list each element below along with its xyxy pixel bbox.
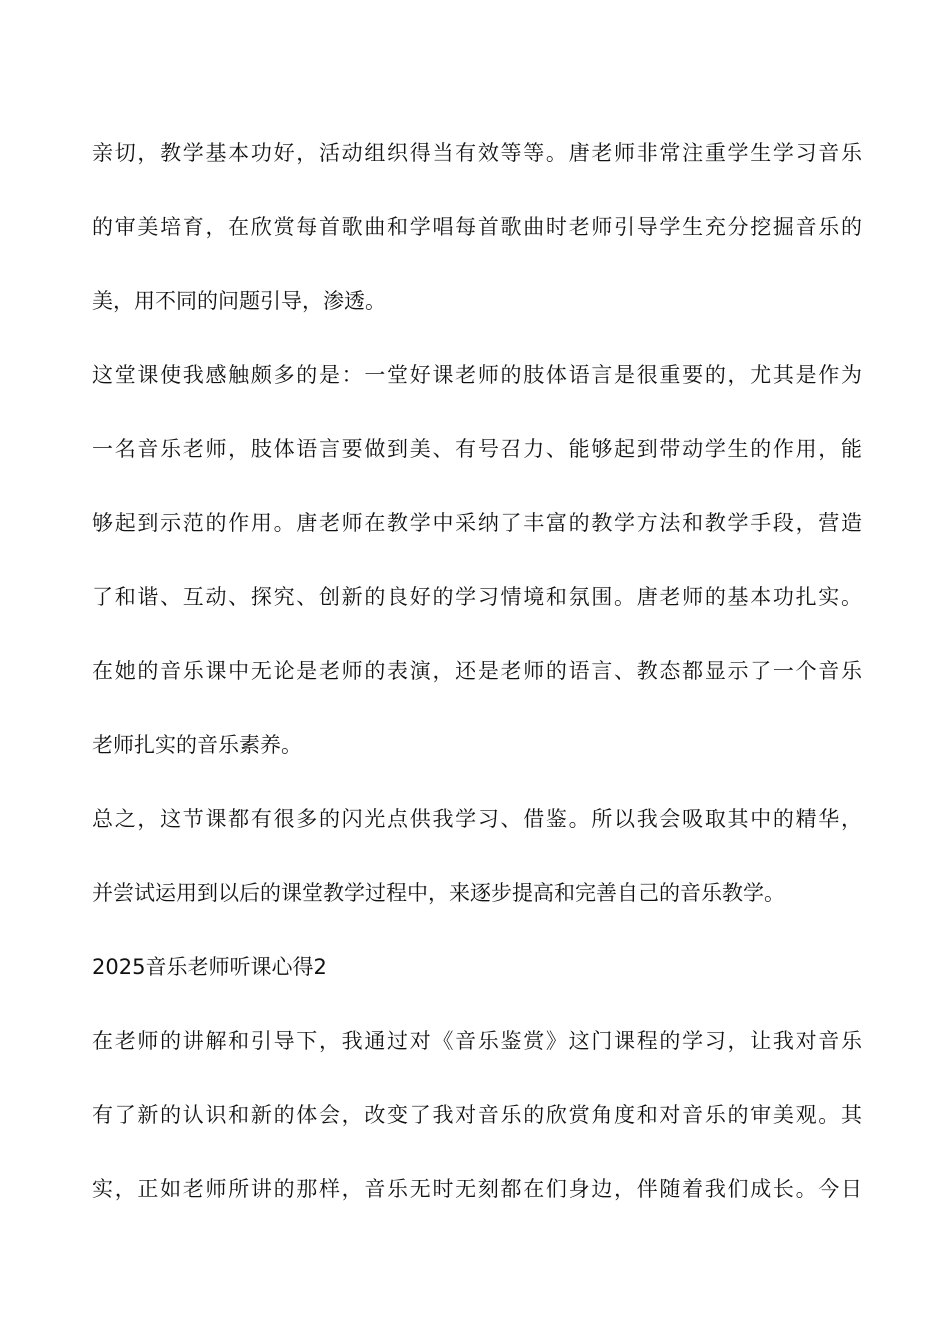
text-line: 够起到示范的作用。唐老师在教学中采纳了丰富的教学方法和教学手段，营造: [92, 511, 862, 535]
text-line: 实，正如老师所讲的那样，音乐无时无刻都在们身边，伴随着我们成长。今日: [92, 1177, 862, 1201]
text-line: 亲切，教学基本功好，活动组织得当有效等等。唐老师非常注重学生学习音乐: [92, 141, 862, 165]
text-line: 并尝试运用到以后的课堂教学过程中，来逐步提高和完善自己的音乐教学。: [92, 881, 785, 905]
text-line: 美，用不同的问题引导，渗透。: [92, 289, 386, 313]
text-line: 老师扎实的音乐素养。: [92, 733, 302, 757]
text-line: 在老师的讲解和引导下，我通过对《音乐鉴赏》这门课程的学习，让我对音乐: [92, 1029, 862, 1053]
text-line: 在她的音乐课中无论是老师的表演，还是老师的语言、教态都显示了一个音乐: [92, 659, 862, 683]
document-body: [92, 116, 862, 1226]
text-line: 有了新的认识和新的体会，改变了我对音乐的欣赏角度和对音乐的审美观。其: [92, 1103, 862, 1127]
text-line: 总之，这节课都有很多的闪光点供我学习、借鉴。所以我会吸取其中的精华，: [92, 807, 862, 831]
text-line: 的审美培育，在欣赏每首歌曲和学唱每首歌曲时老师引导学生充分挖掘音乐的: [92, 215, 862, 239]
section-heading: 2025音乐老师听课心得2: [92, 955, 327, 979]
text-line: 这堂课使我感触颇多的是：一堂好课老师的肢体语言是很重要的，尤其是作为: [92, 363, 862, 387]
text-line: 一名音乐老师，肢体语言要做到美、有号召力、能够起到带动学生的作用，能: [92, 437, 862, 461]
text-line: 了和谐、互动、探究、创新的良好的学习情境和氛围。唐老师的基本功扎实。: [92, 585, 862, 609]
